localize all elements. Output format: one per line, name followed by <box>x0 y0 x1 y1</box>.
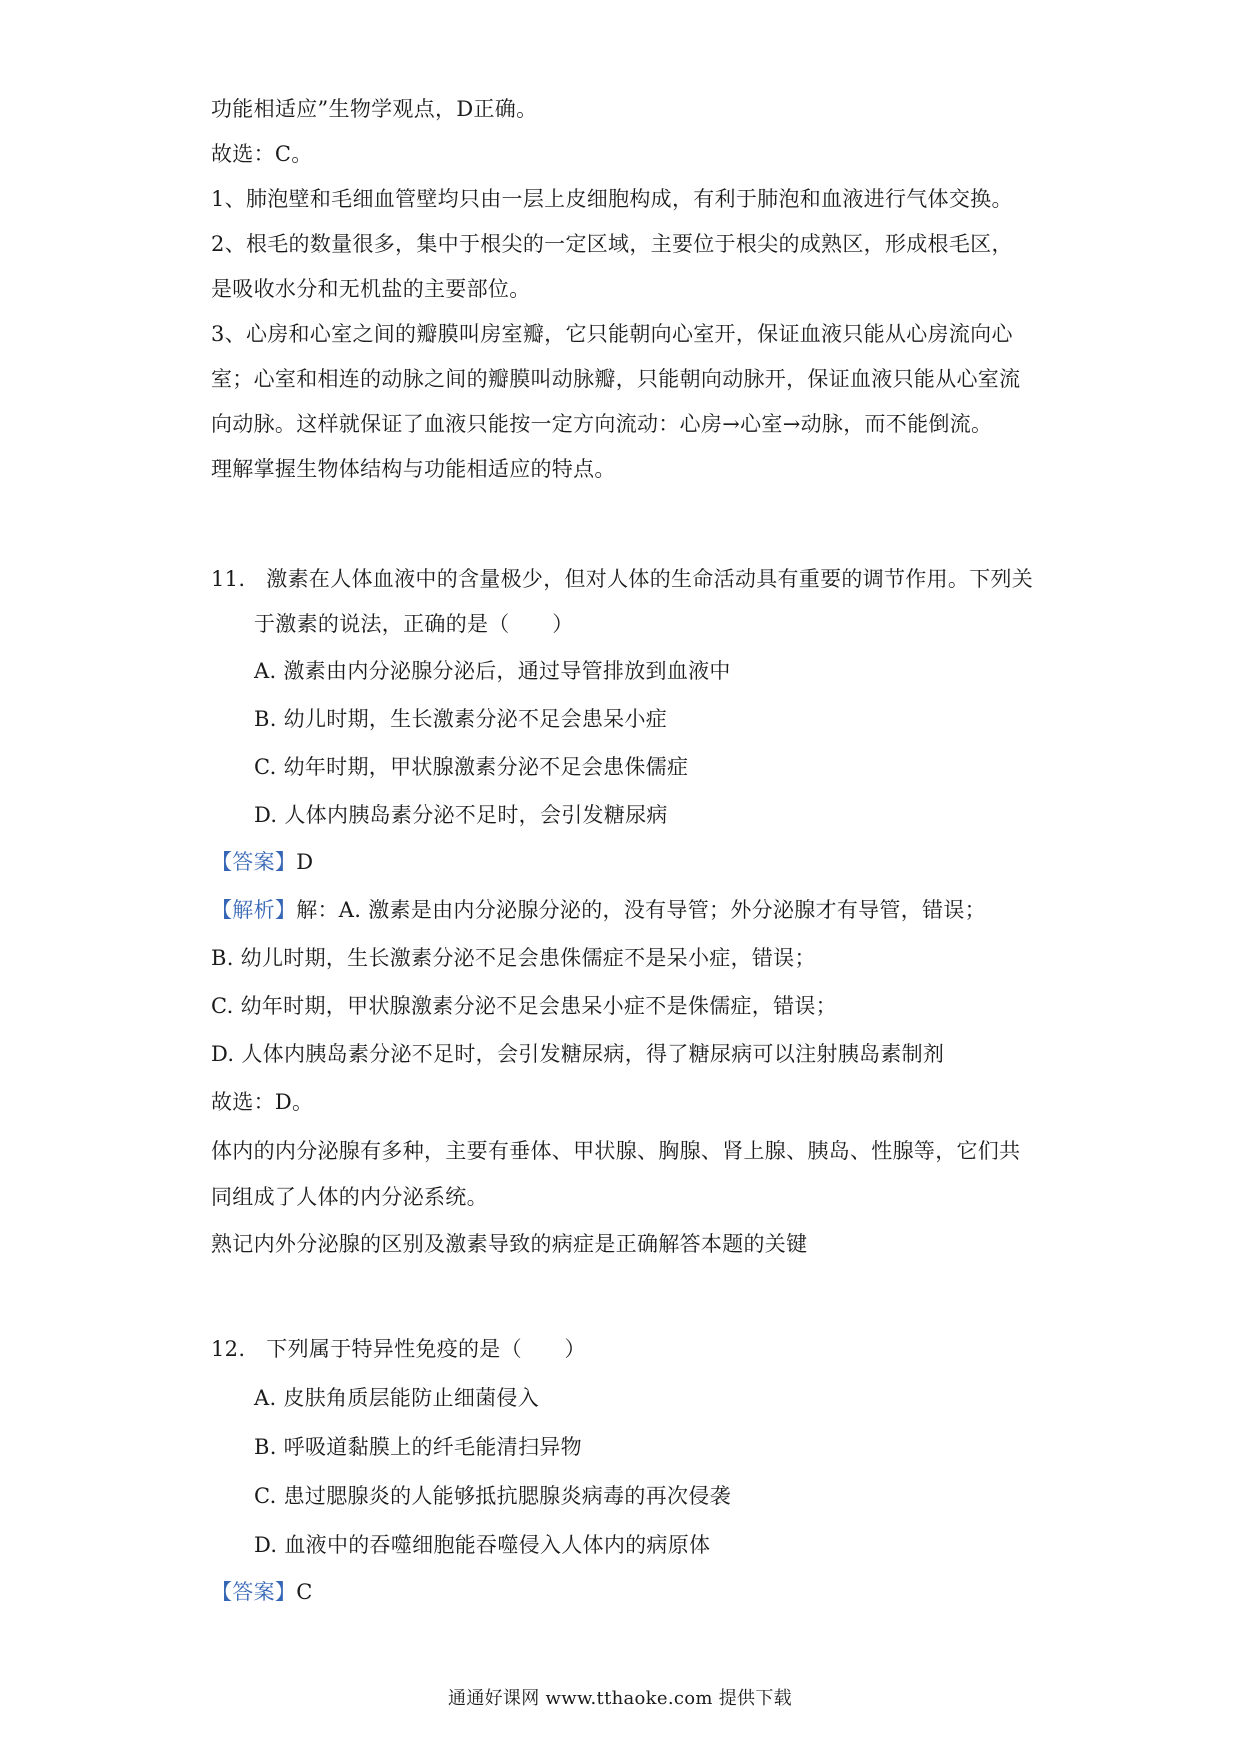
answer-line <box>211 848 313 876</box>
analysis-text-line: 3、心房和心室之间的瓣膜叫房室瓣，它只能朝向心室开，保证血液只能从心房流向心 <box>211 322 1013 346</box>
question-number: 11. <box>211 567 246 591</box>
page-footer: 通通好课网 www.tthaoke.com 提供下载 <box>448 1688 792 1709</box>
option-d: D. 人体内胰岛素分泌不足时，会引发糖尿病 <box>254 803 668 827</box>
question-12-stem <box>211 1335 586 1363</box>
option-c: C. 幼年时期，甲状腺激素分泌不足会患侏儒症 <box>254 755 689 779</box>
analysis-text-line: 故选：D。 <box>211 1090 314 1114</box>
option-c: C. 患过腮腺炎的人能够抵抗腮腺炎病毒的再次侵袭 <box>254 1484 731 1508</box>
analysis-text-line: D. 人体内胰岛素分泌不足时，会引发糖尿病，得了糖尿病可以注射胰岛素制剂 <box>211 1042 945 1066</box>
analysis-text-line: 室；心室和相连的动脉之间的瓣膜叫动脉瓣，只能朝向动脉开，保证血液只能从心室流 <box>211 367 1021 391</box>
question-number: 12. <box>211 1337 246 1361</box>
analysis-text-line: B. 幼儿时期，生长激素分泌不足会患侏儒症不是呆小症，错误； <box>211 946 816 970</box>
analysis-text-line: 理解掌握生物体结构与功能相适应的特点。 <box>211 457 616 481</box>
answer-value: D <box>296 850 314 874</box>
analysis-text-line: 同组成了人体的内分泌系统。 <box>211 1185 488 1209</box>
question-11-stem <box>211 565 1033 593</box>
question-stem-text: 激素在人体血液中的含量极少，但对人体的生命活动具有重要的调节作用。下列关 <box>266 567 1034 591</box>
answer-line <box>211 1578 313 1606</box>
question-stem-text: 下列属于特异性免疫的是（ ） <box>266 1337 586 1361</box>
answer-value: C <box>296 1580 313 1604</box>
analysis-text-line: 体内的内分泌腺有多种，主要有垂体、甲状腺、胸腺、肾上腺、胰岛、性腺等，它们共 <box>211 1139 1021 1163</box>
analysis-tag: 【解析】 <box>211 898 297 922</box>
option-d: D. 血液中的吞噬细胞能吞噬侵入人体内的病原体 <box>254 1533 711 1557</box>
option-a: A. 激素由内分泌腺分泌后，通过导管排放到血液中 <box>254 659 731 683</box>
analysis-text-line: C. 幼年时期，甲状腺激素分泌不足会患呆小症不是侏儒症，错误； <box>211 994 837 1018</box>
analysis-text-line: 熟记内外分泌腺的区别及激素导致的病症是正确解答本题的关键 <box>211 1232 808 1256</box>
question-stem-continuation: 于激素的说法，正确的是（ ） <box>254 612 574 636</box>
option-b: B. 呼吸道黏膜上的纤毛能清扫异物 <box>254 1435 582 1459</box>
answer-tag: 【答案】 <box>211 1580 297 1604</box>
analysis-text-line: 2、根毛的数量很多，集中于根尖的一定区域，主要位于根尖的成熟区，形成根毛区， <box>211 232 1013 256</box>
analysis-text-line: 故选：C。 <box>211 142 313 166</box>
analysis-line <box>211 896 986 924</box>
analysis-text-line: 1、肺泡壁和毛细血管壁均只由一层上皮细胞构成，有利于肺泡和血液进行气体交换。 <box>211 187 1013 211</box>
analysis-text-line: 功能相适应”生物学观点，D正确。 <box>211 97 538 121</box>
answer-tag: 【答案】 <box>211 850 297 874</box>
analysis-text: 解：A. 激素是由内分泌腺分泌的，没有导管；外分泌腺才有导管，错误； <box>296 898 986 922</box>
analysis-text-line: 向动脉。这样就保证了血液只能按一定方向流动：心房→心室→动脉，而不能倒流。 <box>211 412 993 436</box>
analysis-text-line: 是吸收水分和无机盐的主要部位。 <box>211 277 531 301</box>
option-b: B. 幼儿时期，生长激素分泌不足会患呆小症 <box>254 707 668 731</box>
option-a: A. 皮肤角质层能防止细菌侵入 <box>254 1386 540 1410</box>
